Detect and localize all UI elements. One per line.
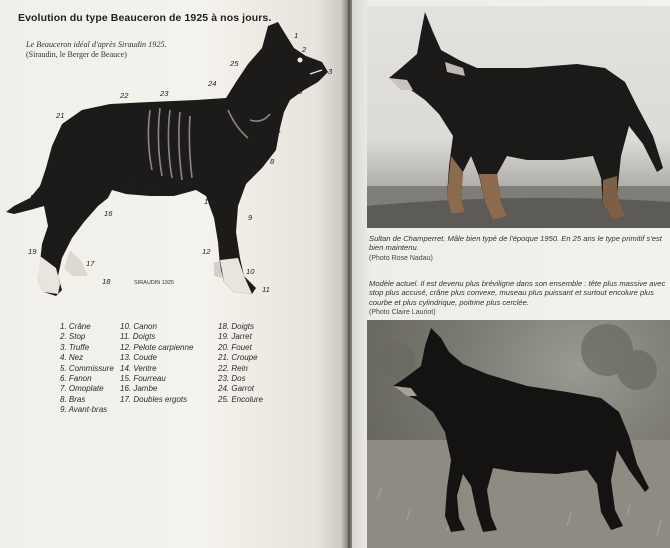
legend-item: 3. Truffe [60,342,90,352]
caption-1-text: Sultan de Champerret. Mâle bien typé de l'époque 1950. En 25 ans le type primitif s'est bien maintenu. [369,234,662,253]
label-1: 1 [294,31,299,40]
legend-item: 13. Coude [120,353,157,363]
page-title: Evolution du type Beauceron de 1925 à nos jours. [18,12,272,24]
legend-item: 10. Canon [120,322,157,331]
legend-item: 4. Nez [60,353,84,363]
legend-item: 12. Pelote carpienne [120,342,194,352]
label-6: 6 [284,95,289,104]
legend-item: 21. Croupe [218,353,258,363]
artist-signature: SIRAUDIN 1925 [134,280,175,286]
label-17: 17 [86,259,95,268]
caption-2-credit: (Photo Claire Lauriot) [369,308,436,316]
legend-item: 1. Crâne [60,322,91,331]
label-24: 24 [208,79,217,88]
label-9: 9 [248,213,253,222]
label-15: 15 [124,181,133,190]
legend-item: 11. Doigts [120,332,156,342]
photo-caption-2 [369,279,669,317]
legend-item: 22. Rein [218,363,248,373]
label-18: 18 [102,277,111,286]
drawing-caption: Le Beauceron idéal d'après Siraudin 1925. [26,40,167,49]
label-2: 2 [302,45,307,54]
label-7: 7 [276,129,281,138]
legend-item: 17. Doubles ergots [120,394,188,404]
photo-sultan-de-champerret [367,6,670,228]
legend-item: 23. Dos [218,374,246,384]
legend-item: 19. Jarret [218,332,252,342]
caption-2-text: Modèle actuel. Il est devenu plus bréviligne dans son ensemble : tête plus massive avec stop plus accusé, crâne plus convexe, museau plus puissant et surtout encolure plus courbe et plus cylindrique, poitrine plus cerclée. [369,279,666,307]
legend-column-2 [120,322,193,405]
legend-item: 5. Commissure [60,363,114,373]
label-14: 14 [146,185,155,194]
legend-item: 18. Doigts [218,322,255,331]
photo-caption-1 [369,234,669,263]
caption-1-credit: (Photo Rose Nadau) [369,254,433,262]
label-10: 10 [246,267,255,276]
legend-item: 16. Jambe [120,384,158,394]
label-19: 19 [28,247,37,256]
legend-item: 9. Avant-bras [60,405,108,415]
label-13: 13 [204,197,213,206]
label-11: 11 [262,285,270,294]
label-12: 12 [202,247,211,256]
label-4: 4 [308,79,313,88]
legend-column-1 [60,322,114,416]
label-21: 21 [56,111,65,120]
legend-item: 8. Bras [60,394,86,404]
label-22: 22 [120,91,129,100]
label-25: 25 [230,59,239,68]
photo-modele-actuel [367,320,670,548]
dog-silhouette [6,22,328,296]
drawing-source: (Siraudin, le Berger de Beauce) [26,50,127,59]
label-8: 8 [270,157,275,166]
legend-item: 25. Encolure [218,394,263,404]
legend-item: 14. Ventre [120,363,157,373]
legend-item: 7. Omoplate [60,384,104,394]
legend-column-3 [218,322,263,405]
beauceron-anatomy-drawing [0,14,340,314]
legend-item: 20. Fouet [218,342,252,352]
label-5: 5 [298,87,303,96]
legend-item: 15. Fourreau [120,374,166,384]
legend-item: 2. Stop [60,332,86,342]
label-16: 16 [104,209,113,218]
legend-item: 6. Fanon [60,374,92,384]
legend-item: 24. Garrot [218,384,255,394]
label-20: 20 [30,193,39,202]
label-23: 23 [160,89,169,98]
label-3: 3 [328,67,333,76]
